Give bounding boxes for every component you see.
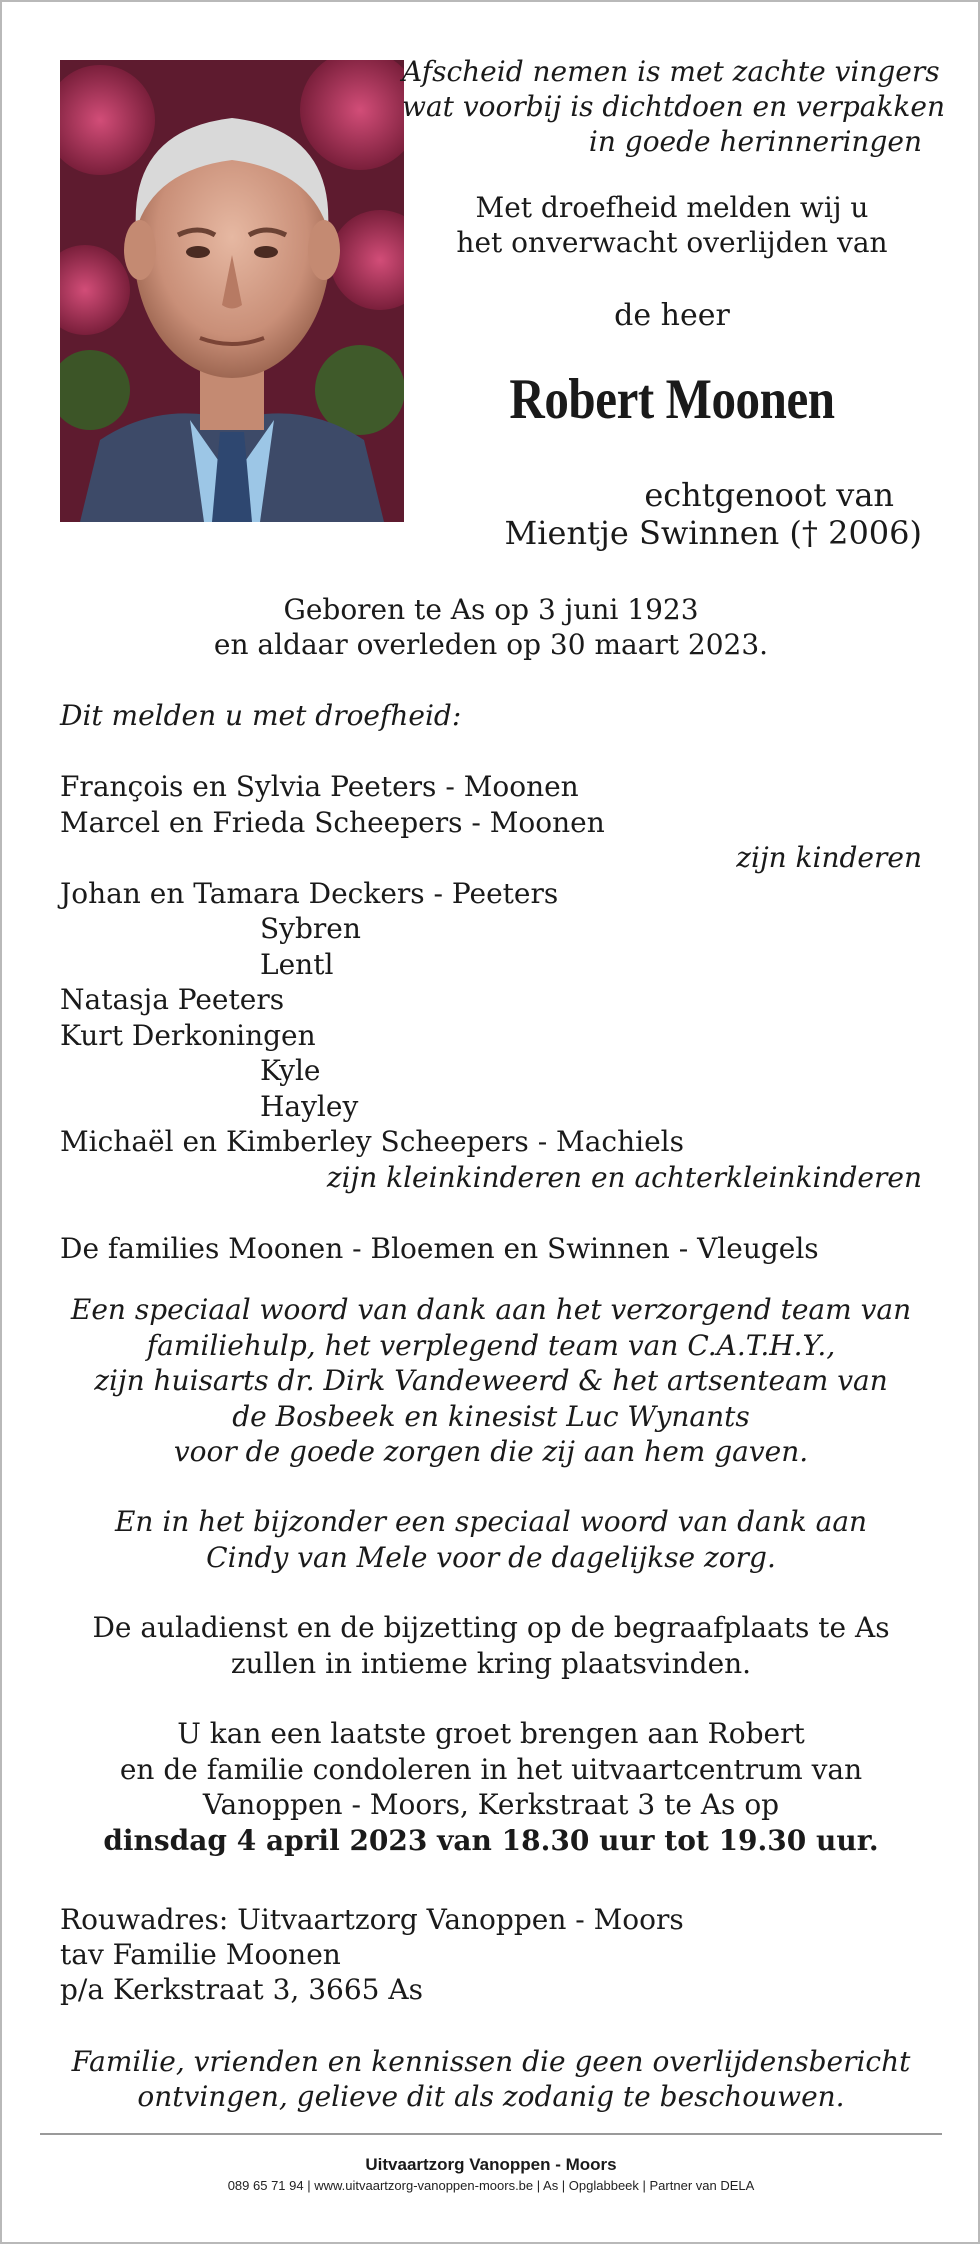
deceased-name: Robert Moonen (509, 368, 835, 431)
grandchildren-label: zijn kleinkinderen en achterkleinkinderen (326, 1160, 922, 1194)
mourning-address (60, 1902, 922, 2007)
grandchild-entry: Kurt Derkoningen (60, 1018, 316, 1052)
funeral-home-name: Uitvaartzorg Vanoppen - Moors (365, 2155, 617, 2174)
visitation-info (60, 1716, 922, 1858)
grandchild-entry: Natasja Peeters (60, 983, 285, 1016)
poem (402, 54, 945, 159)
thanks-line: de Bosbeek en kinesist Luc Wynants (232, 1399, 750, 1433)
thanks-line: voor de goede zorgen die zij aan hem gaven. (173, 1435, 809, 1468)
address-line: Rouwadres: Uitvaartzorg Vanoppen - Moors (60, 1903, 684, 1936)
announcement-line: het onverwacht overlijden van (456, 226, 888, 259)
footer (40, 2154, 942, 2196)
service-info (60, 1610, 922, 1681)
special-thanks-line: Cindy van Mele voor de dagelijkse zorg. (206, 1540, 776, 1574)
announcement (432, 190, 912, 260)
family-intro: Dit melden u met droefheid: (60, 699, 462, 732)
family-list (60, 698, 922, 1266)
grandchild-entry: Sybren (260, 912, 361, 945)
address-line: tav Familie Moonen (60, 1938, 341, 1971)
funeral-home-details: 089 65 71 94 | www.uitvaartzorg-vanoppen-moors.be | As | Opglabbeek | Partner van DELA (227, 2178, 755, 2193)
thanks-line: Een speciaal woord van dank aan het verzorgend team van (70, 1293, 912, 1326)
announcement-line: Met droefheid melden wij u (475, 191, 869, 224)
portrait-photo (60, 60, 404, 522)
thanks-line: familiehulp, het verplegend team van C.A.T.H.Y., (146, 1328, 836, 1362)
grandchild-entry: Michaël en Kimberley Scheepers - Machiels (60, 1125, 684, 1158)
closing-line: ontvingen, gelieve dit als zodanig te beschouwen. (137, 2080, 845, 2113)
death-line: en aldaar overleden op 30 maart 2023. (213, 628, 769, 661)
poem-line: in goede herinneringen (588, 125, 922, 158)
birth-line: Geboren te As op 3 juni 1923 (283, 593, 699, 626)
grandchild-entry: Johan en Tamara Deckers - Peeters (60, 876, 559, 910)
footer-divider (40, 2133, 942, 2135)
child-entry: François en Sylvia Peeters - Moonen (60, 770, 579, 803)
birth-death-info (60, 592, 922, 662)
poem-line: Afscheid nemen is met zachte vingers (402, 55, 940, 88)
visitation-line: en de familie condoleren in het uitvaartcentrum van (119, 1752, 863, 1786)
service-line: De auladienst en de bijzetting op de begraafplaats te As (92, 1611, 890, 1644)
thanks-line: zijn huisarts dr. Dirk Vandeweerd & het artsenteam van (94, 1364, 888, 1397)
spouse-relation: echtgenoot van (644, 476, 894, 514)
visitation-date: dinsdag 4 april 2023 van 18.30 uur tot 19.30 uur. (103, 1823, 879, 1857)
closing-line: Familie, vrienden en kennissen die geen overlijdensbericht (71, 2045, 911, 2078)
visitation-line: Vanoppen - Moors, Kerkstraat 3 te As op (202, 1788, 780, 1821)
portrait-image (60, 60, 404, 522)
grandchild-entry: Hayley (260, 1089, 359, 1123)
spouse-name: Mientje Swinnen († 2006) (504, 514, 922, 552)
special-thanks-line: En in het bijzonder een speciaal woord van dank aan (114, 1505, 868, 1538)
grandchild-entry: Kyle (260, 1054, 321, 1087)
grandchild-entry: Lentl (260, 947, 334, 981)
honorific: de heer (614, 298, 730, 333)
visitation-line: U kan een laatste groet brengen aan Robert (177, 1717, 805, 1750)
spouse-info (432, 476, 922, 552)
poem-line: wat voorbij is dichtdoen en verpakken (402, 90, 945, 123)
child-entry: Marcel en Frieda Scheepers - Moonen (60, 805, 605, 839)
address-line: p/a Kerkstraat 3, 3665 As (60, 1973, 423, 2006)
thanks-paragraph (60, 1292, 922, 1470)
closing-note (60, 2044, 922, 2114)
special-thanks (60, 1504, 922, 1575)
service-line: zullen in intieme kring plaatsvinden. (230, 1646, 752, 1680)
children-label: zijn kinderen (736, 841, 922, 874)
families-line: De families Moonen - Bloemen en Swinnen - Vleugels (60, 1231, 819, 1265)
